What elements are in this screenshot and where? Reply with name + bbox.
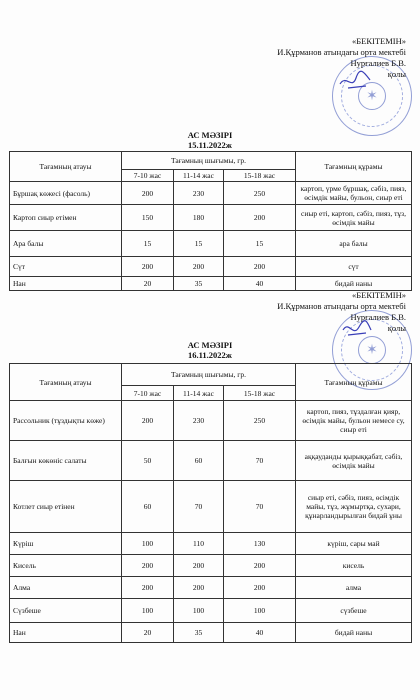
table-row [10,401,412,441]
portion-11-14: 200 [174,257,224,277]
portion-11-14: 35 [174,277,224,291]
portion-15-18: 200 [224,257,296,277]
table-row [10,599,412,623]
dish-header: Тағамның атауы [10,152,122,182]
table-row [10,441,412,481]
portion-15-18: 40 [224,623,296,643]
dish-ingredients: картоп, пияз, тұздалған қияр, өсімдік майы, бульон немесе су, сиыр еті [296,401,412,441]
portion-15-18: 250 [224,182,296,205]
approval-block-1 [226,36,406,80]
portion-7-10: 60 [122,481,174,533]
menu-table-1 [9,151,412,291]
dish-name: Кисель [10,555,122,577]
age-header-11-14: 11-14 жас [174,386,224,401]
director-name: Нурғалиев Б.В. [350,312,406,322]
sign-word: қолы [387,69,406,79]
portion-15-18: 15 [224,231,296,257]
portion-11-14: 230 [174,401,224,441]
portion-7-10: 15 [122,231,174,257]
approved-label: «БЕКІТЕМІН» [352,290,406,300]
portion-7-10: 200 [122,577,174,599]
portion-11-14: 70 [174,481,224,533]
portion-15-18: 200 [224,205,296,231]
table-row [10,533,412,555]
dish-ingredients: сиыр еті, картоп, сәбіз, пияз, тұз, өсімдік майы [296,205,412,231]
signature-icon [338,70,372,92]
table-row [10,257,412,277]
portion-7-10: 100 [122,533,174,555]
menu-date: 15.11.2022ж [188,140,232,150]
output-header: Тағамның шығымы, гр. [122,364,296,386]
portion-15-18: 40 [224,277,296,291]
dish-name: Күріш [10,533,122,555]
dish-name: Нан [10,277,122,291]
portion-11-14: 100 [174,599,224,623]
dish-ingredients: күріш, сары май [296,533,412,555]
age-header-15-18: 15-18 жас [224,386,296,401]
menu-date: 16.11.2022ж [188,350,232,360]
dish-name: Балғын көкөніс салаты [10,441,122,481]
table-row [10,481,412,533]
portion-7-10: 200 [122,401,174,441]
table-row [10,277,412,291]
menu-title [0,340,420,360]
menu-title-text: АС МӘЗІРІ [187,340,233,350]
dish-name: Нан [10,623,122,643]
school-name: И.Құрманов атындағы орта мектебі [277,301,406,311]
portion-7-10: 100 [122,599,174,623]
composition-header: Тағамның құрамы [296,364,412,401]
dish-header: Тағамның атауы [10,364,122,401]
age-header-7-10: 7-10 жас [122,170,174,182]
dish-name: Сүт [10,257,122,277]
table-row [10,623,412,643]
table-row [10,205,412,231]
portion-11-14: 200 [174,555,224,577]
portion-11-14: 110 [174,533,224,555]
portion-7-10: 200 [122,257,174,277]
portion-15-18: 200 [224,555,296,577]
dish-name: Рассольник (тұздықты көже) [10,401,122,441]
age-header-15-18: 15-18 жас [224,170,296,182]
dish-name: Ара балы [10,231,122,257]
portion-7-10: 20 [122,623,174,643]
dish-ingredients: аққауданды қырыққабат, сәбіз, өсімдік майы [296,441,412,481]
menu-title-text: АС МӘЗІРІ [187,130,233,140]
dish-name: Котлет сиыр етінен [10,481,122,533]
sign-word: қолы [387,323,406,333]
director-name: Нурғалиев Б.В. [350,58,406,68]
dish-ingredients: ара балы [296,231,412,257]
menu-title [0,130,420,150]
dish-name: Картоп сиыр етімен [10,205,122,231]
dish-ingredients: сүзбеше [296,599,412,623]
portion-7-10: 150 [122,205,174,231]
portion-15-18: 70 [224,441,296,481]
dish-ingredients: картоп, үрме бұршақ, сәбіз, пияз, өсімдік майы, бульон, сиыр еті [296,182,412,205]
dish-ingredients: сиыр еті, сәбіз, пияз, өсімдік майы, тұз, жұмыртқа, сухари, құнарландырылған бидай ұны [296,481,412,533]
portion-11-14: 200 [174,577,224,599]
portion-15-18: 100 [224,599,296,623]
portion-15-18: 250 [224,401,296,441]
table-row [10,577,412,599]
portion-11-14: 180 [174,205,224,231]
portion-15-18: 130 [224,533,296,555]
table-row [10,231,412,257]
emblem-icon: ✶ [358,82,386,110]
portion-11-14: 15 [174,231,224,257]
portion-11-14: 60 [174,441,224,481]
portion-11-14: 230 [174,182,224,205]
portion-15-18: 200 [224,577,296,599]
portion-7-10: 200 [122,555,174,577]
dish-name: Алма [10,577,122,599]
portion-7-10: 200 [122,182,174,205]
approved-label: «БЕКІТЕМІН» [352,36,406,46]
menu-table-2 [9,363,412,643]
portion-15-18: 70 [224,481,296,533]
approval-block-2 [226,290,406,334]
table-row [10,555,412,577]
dish-ingredients: бидай наны [296,277,412,291]
dish-ingredients: алма [296,577,412,599]
school-name: И.Құрманов атындағы орта мектебі [277,47,406,57]
emblem-icon: ✶ [358,336,386,364]
dish-name: Бұршақ көжесі (фасоль) [10,182,122,205]
age-header-7-10: 7-10 жас [122,386,174,401]
composition-header: Тағамның құрамы [296,152,412,182]
age-header-11-14: 11-14 жас [174,170,224,182]
dish-ingredients: сүт [296,257,412,277]
output-header: Тағамның шығымы, гр. [122,152,296,170]
dish-ingredients: кисель [296,555,412,577]
portion-7-10: 50 [122,441,174,481]
table-row [10,182,412,205]
portion-7-10: 20 [122,277,174,291]
dish-ingredients: бидай наны [296,623,412,643]
portion-11-14: 35 [174,623,224,643]
signature-icon [340,318,374,340]
dish-name: Сүзбеше [10,599,122,623]
